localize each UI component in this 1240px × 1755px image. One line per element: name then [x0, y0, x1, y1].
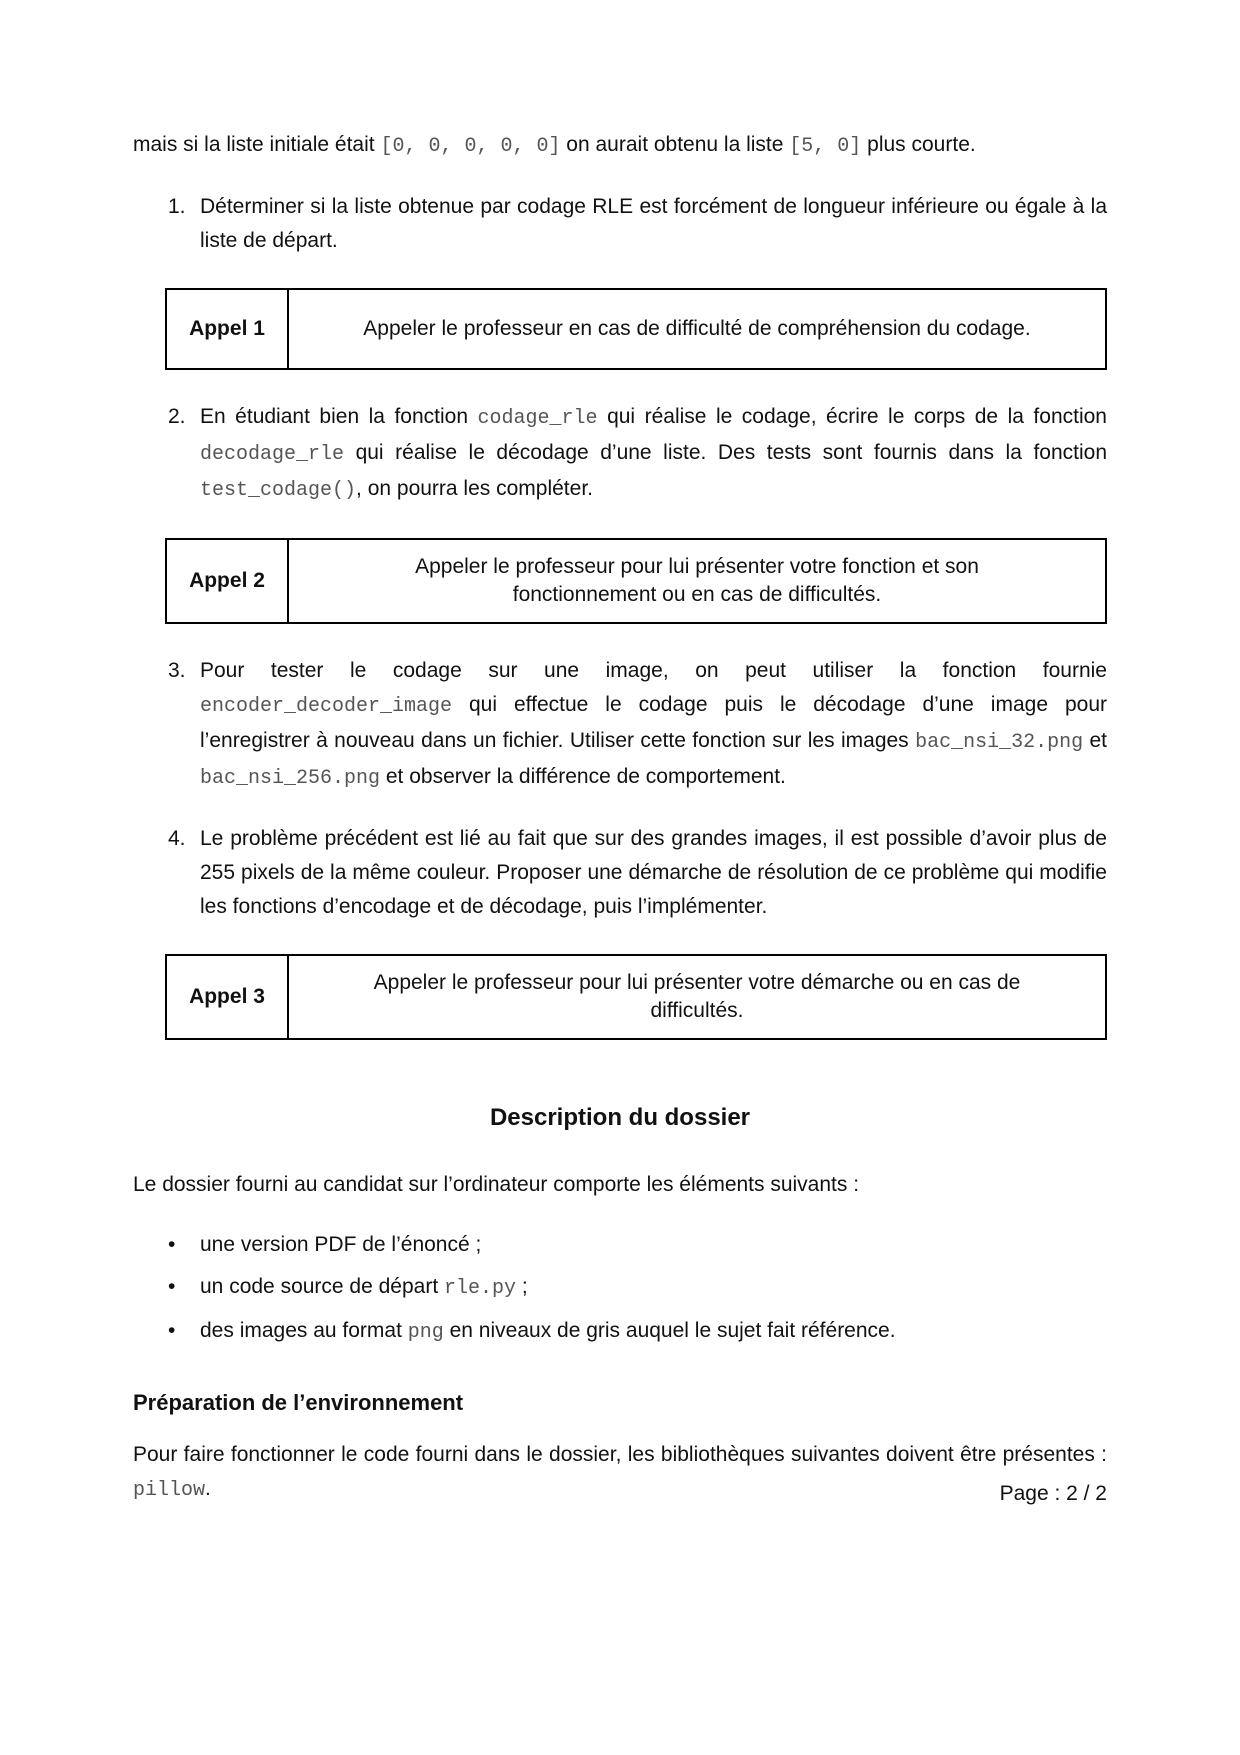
question-body: Le problème précédent est lié au fait que sur des grandes images, il est possible d’avoir plus de 255 pixels de la même couleur. Proposer une démarche de résolution de ce problème qui modifie les fonctions d’encodage et de décodage, puis l’implémenter. — [200, 827, 1107, 918]
section-title-description-du-dossier: Description du dossier — [489, 1104, 751, 1131]
preparation-paragraph: Pour faire fonctionner le code fourni dans le dossier, les bibliothèques suivantes doivent être présentes : pillow. — [133, 1443, 1107, 1502]
bullet-icon: • — [168, 1275, 176, 1298]
subsection-title-preparation: Préparation de l’environnement — [133, 1390, 464, 1415]
page-number: Page : 2 / 2 — [999, 1482, 1107, 1505]
appel-1-label: Appel 1 — [167, 290, 289, 368]
appel-1-table — [165, 288, 1107, 370]
appel-2-table — [165, 538, 1107, 624]
question-item-2 — [133, 400, 1107, 508]
question-body: Pour tester le codage sur une image, on peut utiliser la fonction fournie encoder_decoder_image qui effectue le codage puis le décodage d’une image pour l’enregistrer à nouveau dans un fichier. Utiliser cette fonction sur les images bac_nsi_32.png et bac_nsi_256.png et observer la différence de comportement. — [200, 659, 1107, 790]
appel-1-text: Appeler le professeur en cas de difficulté de compréhension du codage. — [363, 317, 1031, 340]
appel-3-text: Appeler le professeur pour lui présenter votre démarche ou en cas de difficultés. — [373, 971, 1021, 1022]
bullet-icon: • — [168, 1319, 176, 1342]
dossier-bullet-list — [133, 1228, 1107, 1350]
question-item-1 — [133, 190, 1107, 258]
dossier-intro-paragraph: Le dossier fourni au candidat sur l’ordinateur comporte les éléments suivants : — [133, 1173, 860, 1196]
bullet-item-images — [133, 1314, 1107, 1350]
bullet-icon: • — [168, 1233, 176, 1256]
appel-2-text: Appeler le professeur pour lui présenter votre fonction et son fonctionnement ou en cas de difficultés. — [415, 555, 979, 606]
question-number: 2. — [168, 405, 186, 428]
appel-2-label: Appel 2 — [167, 540, 289, 622]
question-number: 4. — [168, 827, 186, 850]
bullet-item-text: un code source de départ rle.py ; — [200, 1275, 528, 1300]
question-item-4 — [133, 822, 1107, 924]
question-number: 3. — [168, 659, 186, 682]
question-item-3 — [133, 654, 1107, 796]
bullet-item-text: une version PDF de l’énoncé ; — [200, 1233, 482, 1256]
appel-3-table — [165, 954, 1107, 1040]
bullet-item-pdf — [133, 1228, 1107, 1262]
question-body: En étudiant bien la fonction codage_rle qui réalise le codage, écrire le corps de la fonction decodage_rle qui réalise le décodage d’une liste. Des tests sont fournis dans la fonction test_codage(), on pourra les compléter. — [200, 405, 1107, 502]
question-body: Déterminer si la liste obtenue par codage RLE est forcément de longueur inférieure ou égale à la liste de départ. — [200, 195, 1107, 252]
intro-paragraph: mais si la liste initiale était [0, 0, 0, 0, 0] on aurait obtenu la liste [5, 0] plus courte. — [133, 133, 976, 158]
bullet-item-source — [133, 1270, 1107, 1306]
question-number: 1. — [168, 195, 186, 218]
bullet-item-text: des images au format png en niveaux de gris auquel le sujet fait référence. — [200, 1319, 896, 1344]
appel-3-label: Appel 3 — [167, 956, 289, 1038]
